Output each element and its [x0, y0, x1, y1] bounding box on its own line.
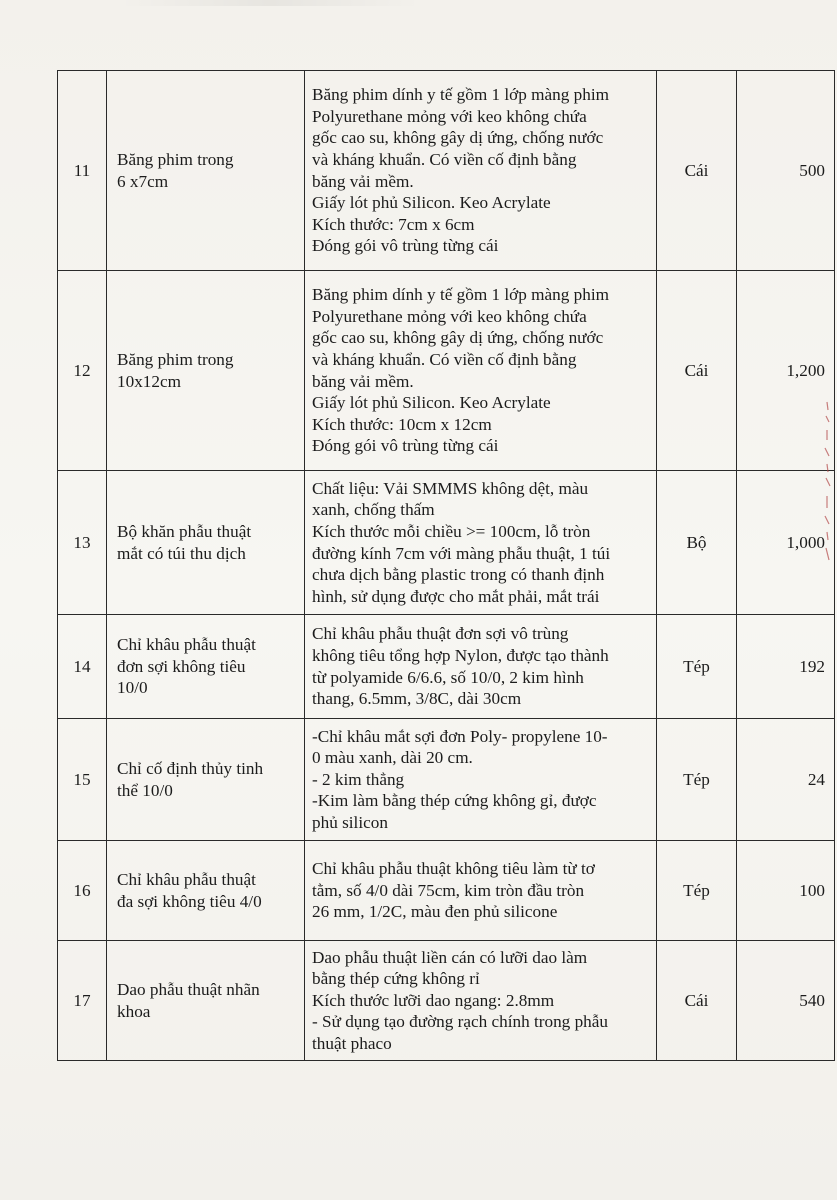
item-name: Băng phim trong 10x12cm	[107, 271, 305, 471]
item-description: Dao phẫu thuật liền cán có lưỡi dao làm bằng thép cứng không rỉ Kích thước lưỡi dao ngang: 2.8mm - Sử dụng tạo đường rạch chính trong phẫu thuật phaco	[305, 941, 657, 1061]
item-name: Dao phẫu thuật nhãn khoa	[107, 941, 305, 1061]
item-quantity: 500	[737, 71, 835, 271]
item-description: Chất liệu: Vải SMMMS không dệt, màu xanh, chống thấm Kích thước mỗi chiều >= 100cm, lỗ tròn đường kính 7cm với màng phẫu thuật, 1 túi chưa dịch bằng plastic trong có thanh định hình, sử dụng được cho mắt phải, mắt trái	[305, 471, 657, 615]
item-name: Băng phim trong 6 x7cm	[107, 71, 305, 271]
item-unit: Bộ	[657, 471, 737, 615]
item-description: Băng phim dính y tế gồm 1 lớp màng phim Polyurethane mỏng với keo không chứa gốc cao su, không gây dị ứng, chống nước và kháng khuẩn. Có viền cố định bằng băng vải mềm. Giấy lót phủ Silicon. Keo Acrylate Kích thước: 10cm x 12cm Đóng gói vô trùng từng cái	[305, 271, 657, 471]
item-quantity: 540	[737, 941, 835, 1061]
item-name: Chỉ cố định thủy tinh thể 10/0	[107, 719, 305, 841]
item-unit: Tép	[657, 719, 737, 841]
item-name: Chỉ khâu phẫu thuật đơn sợi không tiêu 10/0	[107, 615, 305, 719]
table-row	[58, 719, 835, 841]
item-number: 13	[58, 471, 107, 615]
item-number: 12	[58, 271, 107, 471]
item-name: Bộ khăn phẫu thuật mắt có túi thu dịch	[107, 471, 305, 615]
item-name: Chỉ khâu phẫu thuật đa sợi không tiêu 4/0	[107, 841, 305, 941]
item-description: Chỉ khâu phẫu thuật đơn sợi vô trùng không tiêu tổng hợp Nylon, được tạo thành từ polyamide 6/6.6, số 10/0, 2 kim hình thang, 6.5mm, 3/8C, dài 30cm	[305, 615, 657, 719]
item-description: Chỉ khâu phẫu thuật không tiêu làm từ tơ tằm, số 4/0 dài 75cm, kim tròn đầu tròn 26 mm, 1/2C, màu đen phủ silicone	[305, 841, 657, 941]
item-quantity: 100	[737, 841, 835, 941]
item-quantity: 1,200	[737, 271, 835, 471]
table-row	[58, 271, 835, 471]
table-row	[58, 841, 835, 941]
item-unit: Cái	[657, 271, 737, 471]
scan-shadow	[120, 0, 420, 6]
table-row	[58, 71, 835, 271]
item-unit: Cái	[657, 941, 737, 1061]
item-number: 11	[58, 71, 107, 271]
item-description: -Chỉ khâu mắt sợi đơn Poly- propylene 10- 0 màu xanh, dài 20 cm. - 2 kim thẳng -Kim làm bằng thép cứng không gỉ, được phủ silicon	[305, 719, 657, 841]
table-row	[58, 941, 835, 1061]
supplies-table	[57, 70, 835, 1061]
item-unit: Tép	[657, 615, 737, 719]
item-quantity: 24	[737, 719, 835, 841]
item-number: 14	[58, 615, 107, 719]
item-quantity: 1,000	[737, 471, 835, 615]
item-number: 17	[58, 941, 107, 1061]
item-unit: Cái	[657, 71, 737, 271]
table-row	[58, 471, 835, 615]
item-quantity: 192	[737, 615, 835, 719]
item-number: 15	[58, 719, 107, 841]
margin-stamp-mark	[821, 400, 833, 570]
table-row	[58, 615, 835, 719]
item-number: 16	[58, 841, 107, 941]
item-description: Băng phim dính y tế gồm 1 lớp màng phim Polyurethane mỏng với keo không chứa gốc cao su, không gây dị ứng, chống nước và kháng khuẩn. Có viền cố định bằng băng vải mềm. Giấy lót phủ Silicon. Keo Acrylate Kích thước: 7cm x 6cm Đóng gói vô trùng từng cái	[305, 71, 657, 271]
item-unit: Tép	[657, 841, 737, 941]
